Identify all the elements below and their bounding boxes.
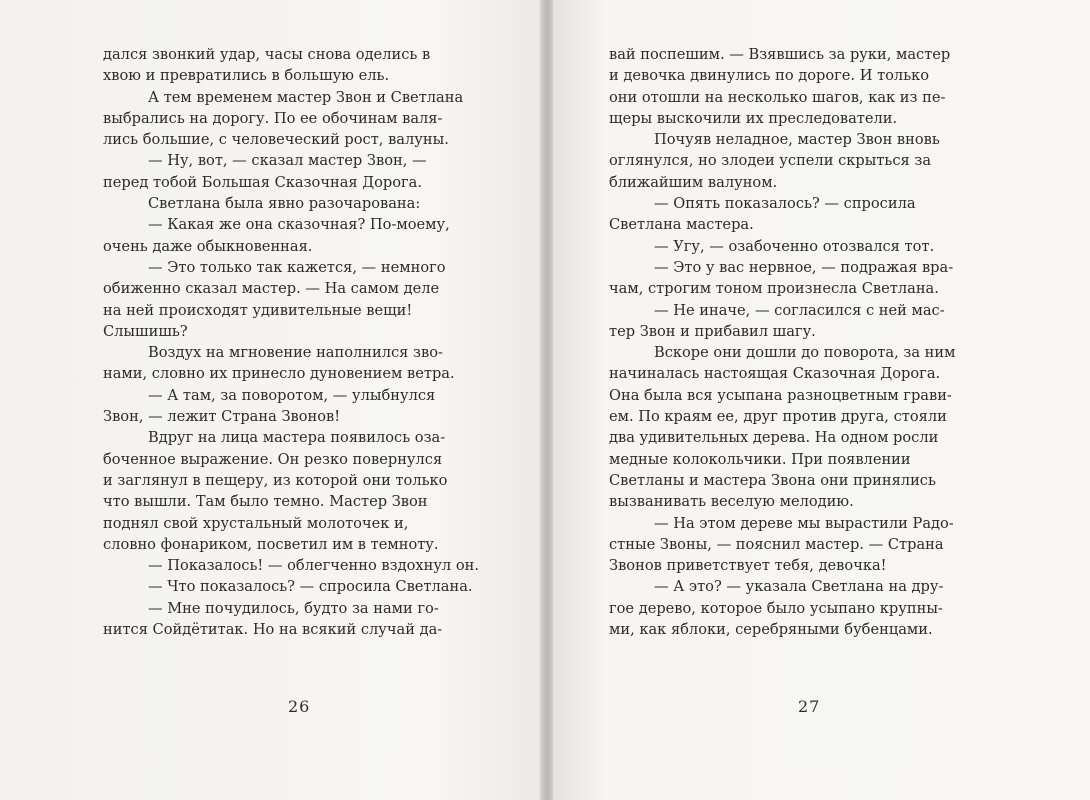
text-line: — Ну, вот, — сказал мастер Звон, — [148, 152, 427, 170]
text-line: нится Сойдётитак. Но на всякий случай да- [103, 621, 443, 639]
right-page [553, 0, 1090, 800]
text-line: щеры выскочили их преследователи. [609, 109, 898, 127]
page-number: 27 [798, 697, 821, 716]
left-page-text [103, 44, 511, 640]
text-line: — Мне почудилось, будто за нами го- [148, 599, 439, 617]
text-line: они отошли на несколько шагов, как из пе- [609, 88, 946, 106]
text-line: очень даже обыкновенная. [103, 237, 313, 255]
right-page-text [609, 44, 1017, 640]
text-line: на ней происходят удивительные вещи! [103, 301, 413, 319]
text-line: ближайшим валуном. [609, 173, 778, 191]
text-line: Слышишь? [103, 322, 188, 340]
text-line: Почуяв неладное, мастер Звон вновь [654, 131, 940, 149]
text-line: начиналась настоящая Сказочная Дорога. [609, 365, 941, 383]
text-line: Светлана мастера. [609, 216, 754, 234]
text-line: — А там, за поворотом, — улыбнулся [148, 386, 436, 404]
text-line: тер Звон и прибавил шагу. [609, 322, 816, 340]
text-line: Вскоре они дошли до поворота, за ним [654, 344, 956, 362]
text-line: оглянулся, но злодеи успели скрыться за [609, 152, 932, 170]
text-line: Светлана была явно разочарована: [148, 195, 421, 213]
text-line: — Это только так кажется, — немного [148, 258, 446, 276]
text-line: ми, как яблоки, серебряными бубенцами. [609, 621, 933, 639]
text-line: — Это у вас нервное, — подражая вра- [654, 258, 954, 276]
text-line: и девочка двинулись по дороге. И только [609, 67, 930, 85]
text-line: лись большие, с человеческий рост, валуны. [103, 131, 449, 149]
text-line: обиженно сказал мастер. — На самом деле [103, 280, 440, 298]
text-line: — Не иначе, — согласился с ней мас- [654, 301, 945, 319]
text-line: — Какая же она сказочная? По-моему, [148, 216, 450, 234]
text-line: перед тобой Большая Сказочная Дорога. [103, 173, 423, 191]
text-line: Звонов приветствует тебя, девочка! [609, 557, 887, 575]
text-line: Она была вся усыпана разноцветным грави- [609, 386, 952, 404]
text-line: — Угу, — озабоченно отозвался тот. [654, 237, 935, 255]
text-line: гое дерево, которое было усыпано крупны- [609, 599, 943, 617]
text-line: — Опять показалось? — спросила [654, 195, 916, 213]
text-line: словно фонариком, посветил им в темноту. [103, 535, 439, 553]
text-line: поднял свой хрустальный молоточек и, [103, 514, 409, 532]
text-line: — На этом дереве мы вырастили Радо- [654, 514, 954, 532]
text-line: Воздух на мгновение наполнился зво- [148, 344, 443, 362]
text-line: стные Звоны, — пояснил мастер. — Страна [609, 535, 944, 553]
text-line: вызванивать веселую мелодию. [609, 493, 854, 511]
text-line: выбрались на дорогу. По ее обочинам валя- [103, 109, 443, 127]
text-line: Светланы и мастера Звона они принялись [609, 471, 936, 489]
text-line: чам, строгим тоном произнесла Светлана. [609, 280, 939, 298]
text-line: Звон, — лежит Страна Звонов! [103, 408, 341, 426]
text-line: что вышли. Там было темно. Мастер Звон [103, 493, 428, 511]
text-line: ем. По краям ее, друг против друга, стояли [609, 408, 947, 426]
text-line: нами, словно их принесло дуновением ветра. [103, 365, 455, 383]
text-line: — Показалось! — облегченно вздохнул он. [148, 557, 479, 575]
text-line: — Что показалось? — спросила Светлана. [148, 578, 473, 596]
text-line: Вдруг на лица мастера появилось оза- [148, 429, 446, 447]
text-line: дался звонкий удар, часы снова оделись в [103, 46, 431, 63]
text-line: и заглянул в пещеру, из которой они только [103, 471, 448, 489]
text-line: вай поспешим. — Взявшись за руки, мастер [609, 46, 951, 63]
text-line: хвою и превратились в большую ель. [103, 67, 390, 85]
text-line: — А это? — указала Светлана на дру- [654, 578, 944, 596]
text-line: А тем временем мастер Звон и Светлана [148, 88, 464, 106]
text-line: боченное выражение. Он резко повернулся [103, 450, 443, 468]
page-number: 26 [288, 697, 311, 716]
text-line: медные колокольчики. При появлении [609, 450, 911, 468]
text-line: два удивительных дерева. На одном росли [609, 429, 939, 447]
